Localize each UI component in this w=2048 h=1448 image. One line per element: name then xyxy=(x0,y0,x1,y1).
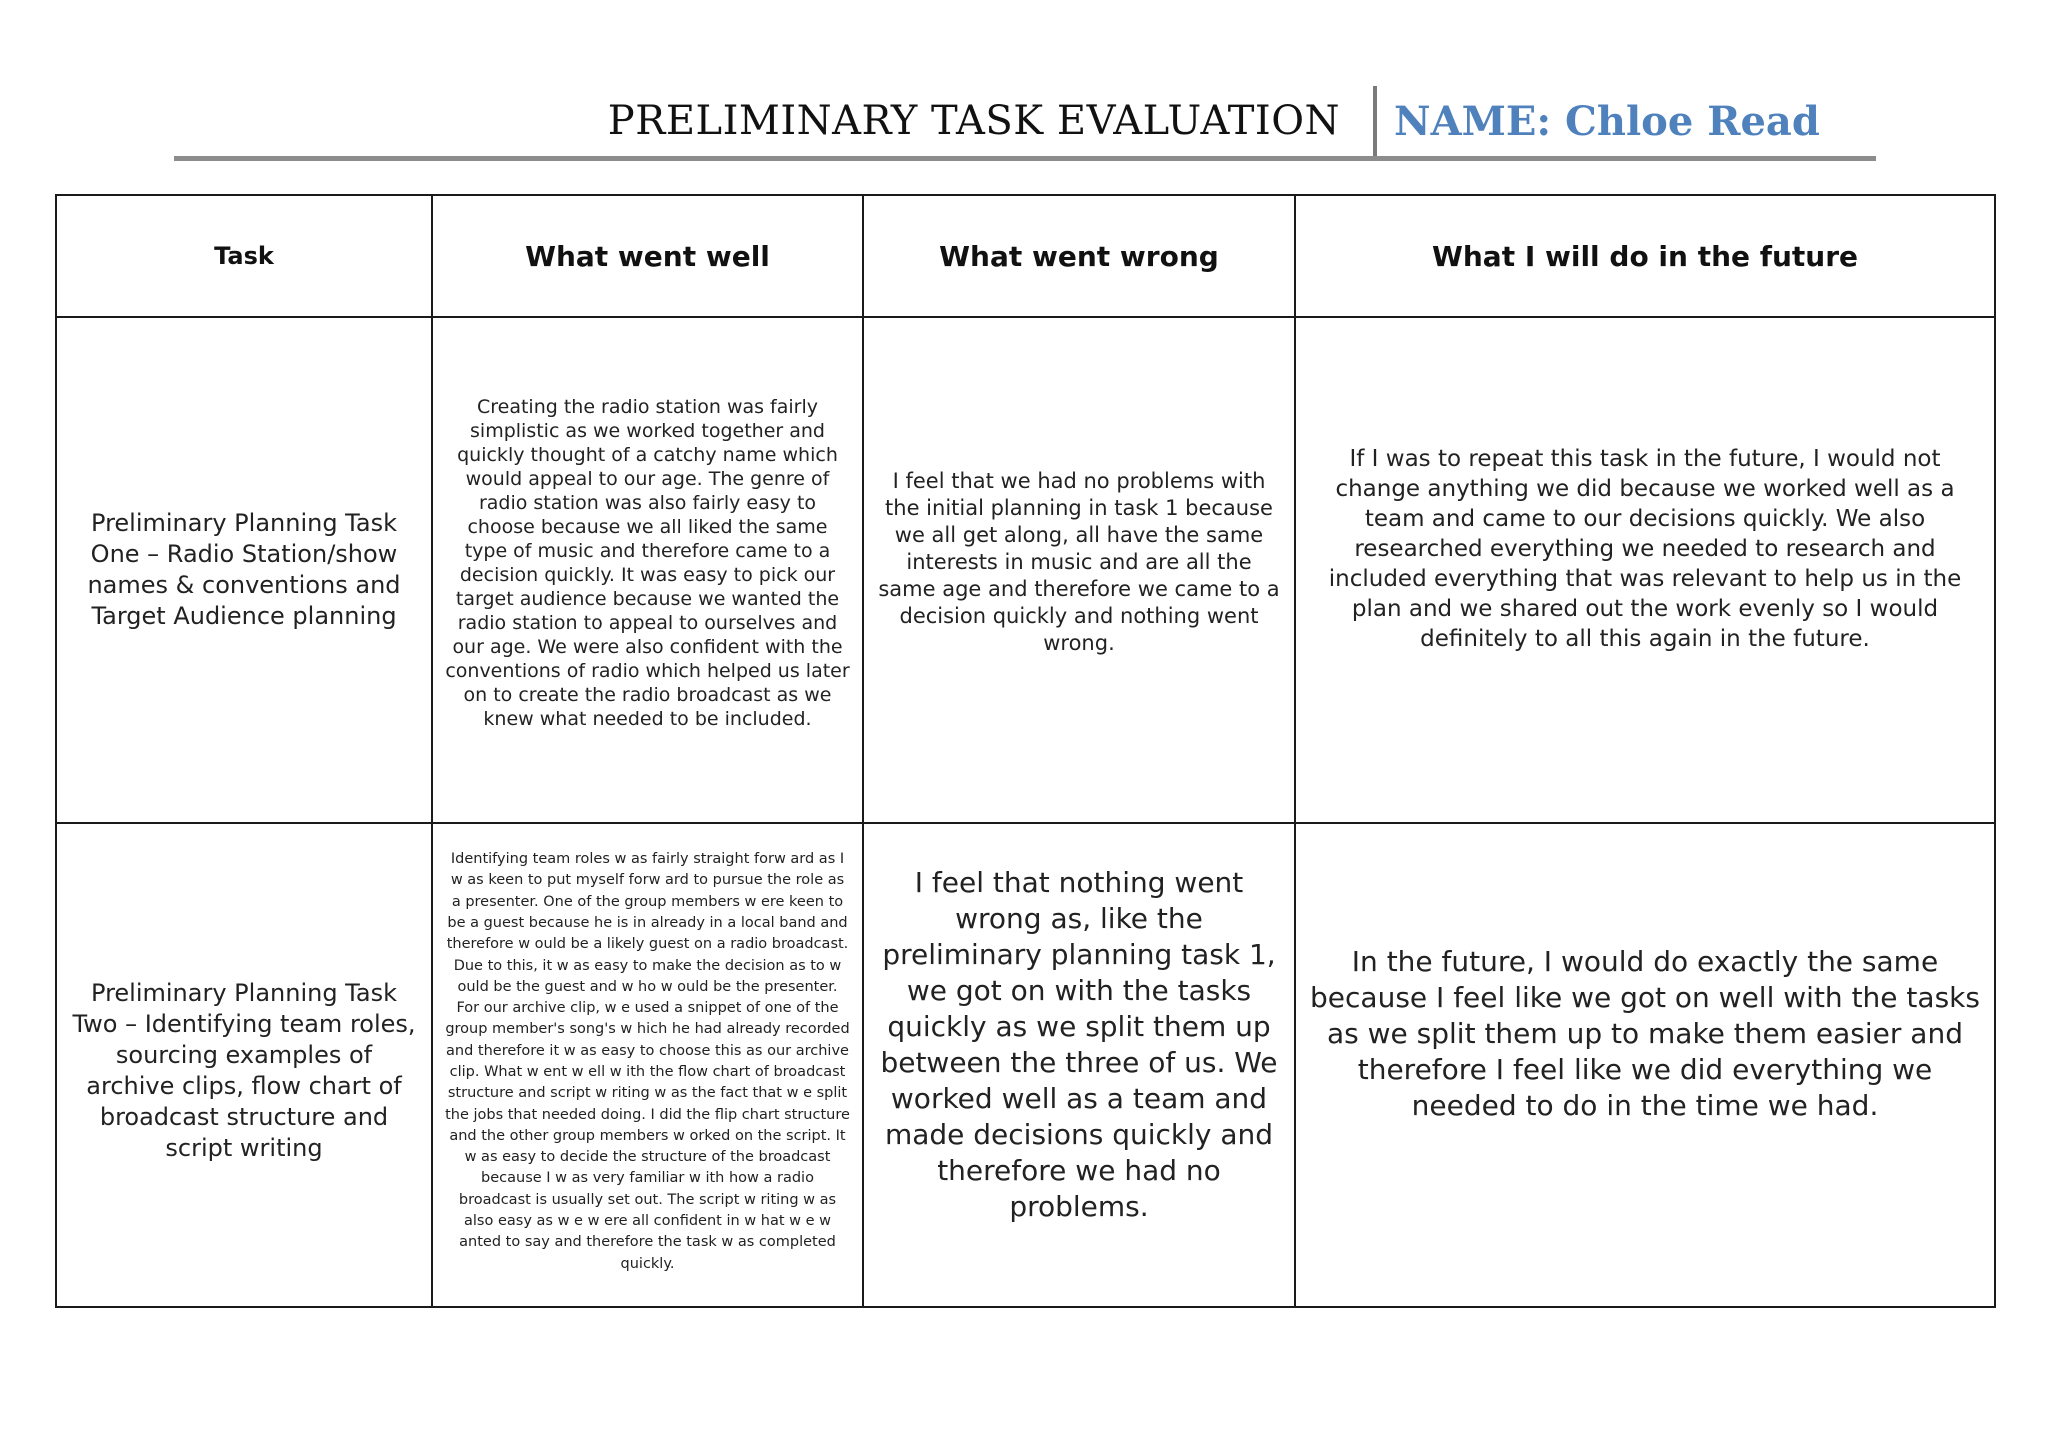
evaluation-table xyxy=(55,194,1996,1308)
table-header-row xyxy=(56,195,1995,317)
column-header-went-wrong: What went wrong xyxy=(863,195,1295,317)
went-wrong-text: I feel that nothing went wrong as, like the preliminary planning task 1, we got on with the tasks quickly as we split them up between the three of us. We worked well as a team and made decisions quickly and therefore we had no problems. xyxy=(880,866,1278,1223)
column-header-future: What I will do in the future xyxy=(1295,195,1995,317)
went-wrong-cell xyxy=(863,317,1295,823)
header-rule xyxy=(174,156,1876,161)
went-well-text: Creating the radio station was fairly simplistic as we worked together and quickly thought of a catchy name which would appeal to our age. The genre of radio station was also fairly easy to choose because we all liked the same type of music and therefore came to a decision quickly. It was easy to pick our target audience because we wanted the radio station to appeal to ourselves and our age. We were also confident with the conventions of radio which helped us later on to create the radio broadcast as we knew what needed to be included. xyxy=(445,396,850,730)
task-cell xyxy=(56,823,432,1307)
future-text: If I was to repeat this task in the future, I would not change anything we did because we worked well as a team and came to our decisions quickly. We also researched everything we needed to research and included everything that was relevant to help us in the plan and we shared out the work evenly so I would definitely to all this again in the future. xyxy=(1328,446,1962,652)
student-name: NAME: Chloe Read xyxy=(1394,98,1820,145)
went-wrong-cell xyxy=(863,823,1295,1307)
future-cell xyxy=(1295,317,1995,823)
document-title: PRELIMINARY TASK EVALUATION xyxy=(607,98,1340,144)
table-row xyxy=(56,823,1995,1307)
went-well-cell xyxy=(432,317,863,823)
task-cell xyxy=(56,317,432,823)
column-header-went-well: What went well xyxy=(432,195,863,317)
task-text: Preliminary Planning Task Two – Identifying team roles, sourcing examples of archive clips, flow chart of broadcast structure and script writing xyxy=(72,979,416,1162)
went-well-text: Identifying team roles w as fairly straight forw ard as I w as keen to put myself forw ard to pursue the role as a presenter. One of the group members w ere keen to be a guest because he is in already in a local band and therefore w ould be a likely guest on a radio broadcast. Due to this, it w as easy to make the decision as to w ould be the guest and w ho w ould be the presenter. For our archive clip, w e used a snippet of one of the group member's song's w hich he had already recorded and therefore it w as easy to choose this as our archive clip. What w ent w ell w ith the flow chart of broadcast structure and script w riting w as the fact that w e split the jobs that needed doing. I did the flip chart structure and the other group members w orked on the script. It w as easy to decide the structure of the broadcast because I w as very familiar w ith how a radio broadcast is usually set out. The script w riting w as also easy as w e w ere all confident in w hat w e w anted to say and therefore the task w as completed quickly. xyxy=(445,851,850,1272)
future-text: In the future, I would do exactly the same because I feel like we got on well with the tasks as we split them up to make them easier and therefore I feel like we did everything we needed to do in the time we had. xyxy=(1310,945,1980,1122)
table-row xyxy=(56,317,1995,823)
task-text: Preliminary Planning Task One – Radio Station/show names & conventions and Target Audience planning xyxy=(87,509,401,630)
went-wrong-text: I feel that we had no problems with the initial planning in task 1 because we all get along, all have the same interests in music and are all the same age and therefore we came to a decision quickly and nothing went wrong. xyxy=(878,468,1280,655)
header-divider xyxy=(1373,86,1377,158)
went-well-cell xyxy=(432,823,863,1307)
future-cell xyxy=(1295,823,1995,1307)
column-header-task: Task xyxy=(56,195,432,317)
document-header xyxy=(174,84,1874,160)
